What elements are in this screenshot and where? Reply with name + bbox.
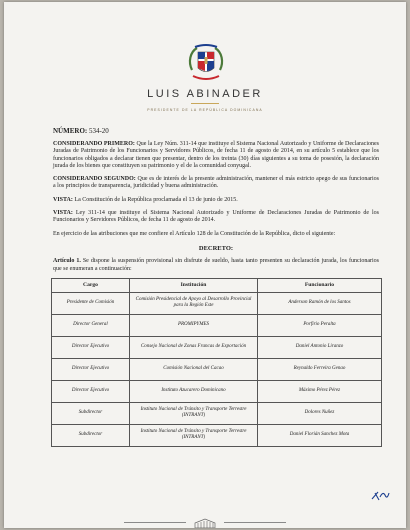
considerando-segundo-label: CONSIDERANDO SEGUNDO:	[53, 176, 136, 183]
header-cargo: Cargo	[52, 278, 130, 292]
table-header-row	[52, 278, 382, 292]
header-divider	[191, 103, 219, 104]
articulo-1-text: Se dispone la suspensión provisional sin disfrute de sueldo, hasta tanto presenten su declaración jurada, los funcionarios que se enumeran a continuación:	[53, 258, 379, 272]
vista-constitucion-text: La Constitución de la República proclamada el 13 de junio de 2015.	[74, 196, 238, 203]
considerando-primero	[53, 141, 379, 170]
articulo-1-label: Artículo 1.	[53, 258, 81, 265]
decree-body	[53, 127, 379, 447]
cell-institucion: Consejo Nacional de Zonas Francas de Exportación	[130, 336, 258, 358]
signatory-name: LUIS ABINADER	[147, 88, 263, 100]
articulo-1	[53, 258, 379, 273]
table-row	[52, 358, 382, 380]
footer-rule-right	[224, 522, 286, 523]
cell-institucion: Instituto Nacional de Tránsito y Transporte Terrestre (INTRANT)	[130, 402, 258, 424]
number-value: 534-20	[88, 127, 109, 135]
cell-funcionario: Porfirio Peralta	[258, 314, 382, 336]
vista-constitucion-label: VISTA:	[53, 196, 73, 203]
cell-cargo: Director Ejecutivo	[52, 380, 130, 402]
cell-cargo: Director Ejecutivo	[52, 336, 130, 358]
cell-cargo: Director Ejecutivo	[52, 358, 130, 380]
decreto-heading: DECRETO:	[198, 244, 234, 252]
header-institucion: Institución	[130, 278, 258, 292]
cell-cargo: Subdirector	[52, 402, 130, 424]
decree-number	[53, 127, 379, 135]
table-row	[52, 424, 382, 446]
considerando-segundo-text: Que es de interés de la presente administración, mantener el más estricto apego de sus funcionarios a los principios de transparencia, juridicidad y buena administración.	[53, 176, 380, 190]
footer-seal-icon	[192, 517, 218, 528]
officials-table	[51, 278, 382, 447]
handwritten-initials	[370, 489, 390, 503]
cell-funcionario: Reynaldo Ferreira Genao	[258, 358, 382, 380]
vista-ley	[53, 210, 379, 225]
cell-funcionario: Daniel Antonio Liranzo	[258, 336, 382, 358]
table-row	[52, 314, 382, 336]
number-label: NÚMERO:	[53, 127, 88, 135]
considerando-segundo	[53, 176, 379, 191]
cell-cargo: Presidente de Comisión	[52, 292, 130, 314]
cell-institucion: Comisión Presidencial de Apoyo al Desarrollo Provincial para la Región Este	[130, 292, 258, 314]
header-funcionario: Funcionario	[258, 278, 382, 292]
footer-rule-left	[124, 522, 186, 523]
cell-institucion: PROMIPYMES	[130, 314, 258, 336]
coat-of-arms-icon	[184, 42, 228, 86]
table-row	[52, 336, 382, 358]
cell-institucion: Instituto Azucarero Dominicano	[130, 380, 258, 402]
cell-cargo: Director General	[52, 314, 130, 336]
cell-institucion: Comisión Nacional del Cacao	[130, 358, 258, 380]
table-row	[52, 402, 382, 424]
cell-institucion: Instituto Nacional de Tránsito y Transporte Terrestre (INTRANT)	[130, 424, 258, 446]
considerando-primero-text: Que la Ley Núm. 311-14 que instituye el Sistema Nacional Autorizado y Uniforme de Declaraciones Juradas de Patrimonio de los Funcionarios y Servidores Públicos, de fecha 11 de agosto de 2014, en su artículo 5 establece que los funcionarios obligados a declarar tienen que presentar, dentro de los treinta (30) días siguientes a su toma de posesión, la declaración jurada de los bienes que constituyen su patrimonio y el de la comunidad conyugal.	[53, 141, 380, 169]
vista-ley-label: VISTA:	[53, 210, 73, 217]
vista-constitucion	[53, 197, 379, 204]
ejercicio-paragraph: En ejercicio de las atribuciones que me confiere el Artículo 128 de la Constitución de la República, dicto el siguiente:	[53, 230, 336, 237]
document-page	[4, 2, 406, 528]
table-row	[52, 292, 382, 314]
cell-funcionario: Anderson Ramón de los Santos	[258, 292, 382, 314]
cell-funcionario: Máximo Pérez Pérez	[258, 380, 382, 402]
vista-ley-text: Ley 311-14 que instituye el Sistema Nacional Autorizado y Uniforme de Declaraciones Juradas de Patrimonio de los Funcionarios y Servidores Públicos, de fecha 11 de agosto de 2014.	[53, 210, 379, 224]
considerando-primero-label: CONSIDERANDO PRIMERO:	[53, 141, 135, 147]
table-row	[52, 380, 382, 402]
cell-funcionario: Dolores Nuñez	[258, 402, 382, 424]
cell-funcionario: Daniel Florián Sanchez Mota	[258, 424, 382, 446]
signatory-title: PRESIDENTE DE LA REPÚBLICA DOMINICANA	[147, 108, 263, 112]
cell-cargo: Subdirector	[52, 424, 130, 446]
